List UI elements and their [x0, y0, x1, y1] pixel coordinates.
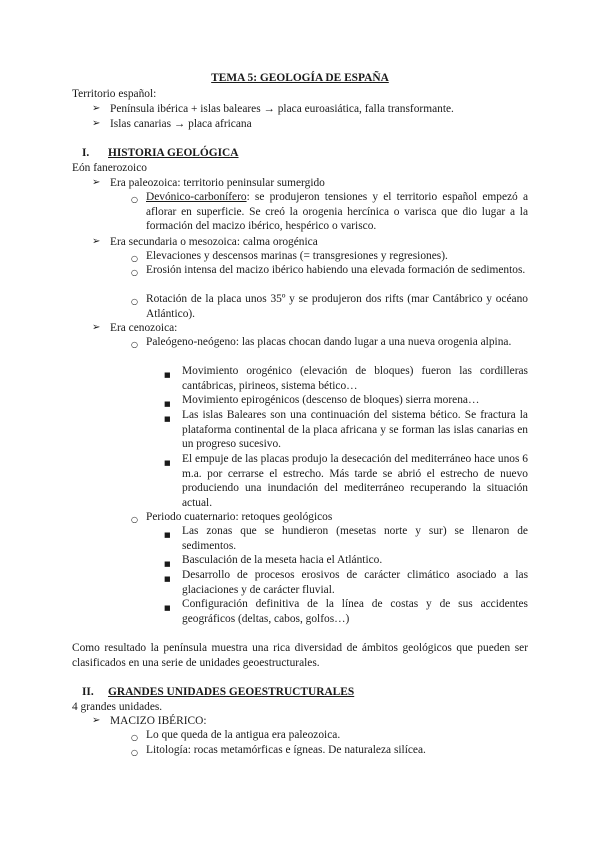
arrow-bullet-icon: ➢: [92, 177, 101, 188]
square-bullet-icon: ■: [164, 371, 171, 379]
square-bullet-icon: ■: [164, 459, 171, 467]
square-bullet-icon: ■: [164, 604, 171, 612]
arrow-bullet-icon: ➢: [92, 236, 101, 247]
territorio-item: Islas canarias → placa africana: [110, 118, 252, 130]
square-bullet-icon: ■: [164, 531, 171, 539]
circle-bullet-icon: ○: [131, 515, 138, 524]
territorio-label: Territorio español:: [72, 88, 157, 100]
section-number: II.: [82, 686, 94, 698]
macizo-item: Litología: rocas metamórficas e ígneas. De naturaleza silícea.: [146, 744, 426, 756]
secundaria-item: Elevaciones y descensos marinas (= transgresiones y regresiones).: [146, 250, 448, 262]
paleogeno-item: Las islas Baleares son una continuación del sistema bético. Se fractura la plataforma continental de la placa africana y se forman las islas canarias en un progreso sucesivo.: [182, 409, 528, 451]
circle-bullet-icon: ○: [131, 254, 138, 263]
page-title: TEMA 5: GEOLOGÍA DE ESPAÑA: [211, 72, 389, 84]
paleogeno-item: Movimiento orogénico (elevación de bloques) fueron las cordilleras cantábricas, pirineos, sistema bético…: [182, 365, 528, 392]
secundaria-item: Rotación de la placa unos 35º y se produjeron dos rifts (mar Cantábrico y océano Atlántico).: [146, 293, 528, 320]
circle-bullet-icon: ○: [131, 195, 138, 204]
section-number: I.: [82, 147, 90, 159]
paleogeno-item: Movimiento epirogénicos (descenso de bloques) sierra morena…: [182, 394, 480, 406]
cuaternario-item: Configuración definitiva de la línea de costas y de sus accidentes geográficos (deltas, cabos, golfos…): [182, 598, 528, 625]
cuaternario-item: Basculación de la meseta hacia el Atlántico.: [182, 554, 383, 566]
square-bullet-icon: ■: [164, 575, 171, 583]
circle-bullet-icon: ○: [131, 297, 138, 306]
paleogeno-item: El empuje de las placas produjo la desecación del mediterráneo hace unos 6 m.a. por cerrarse el estrecho. Más tarde se abrió el estrecho de nuevo produciendo una inundación del mediterráneo recuperando la situación actual.: [182, 453, 528, 509]
cuaternario-item: Las zonas que se hundieron (mesetas norte y sur) se llenaron de sedimentos.: [182, 525, 528, 552]
devonico-paragraph: [146, 190, 528, 234]
circle-bullet-icon: ○: [131, 748, 138, 757]
square-bullet-icon: ■: [164, 415, 171, 423]
circle-bullet-icon: ○: [131, 268, 138, 277]
macizo-label: MACIZO IBÉRICO:: [110, 715, 207, 727]
devonico-text: : se produjeron tensiones y el territorio español empezó a aflorar en superficie. Se creó la orogenia hercínica o varisca que dio lugar a la formación del macizo ibérico, hespérico o varisco.: [146, 191, 528, 233]
paleogeno-paragraph: Paleógeno-neógeno: las placas chocan dando lugar a una nueva orogenia alpina.: [146, 336, 512, 348]
section-title: HISTORIA GEOLÓGICA: [108, 147, 239, 159]
secundaria-item: Erosión intensa del macizo ibérico habiendo una elevada formación de sedimentos.: [146, 264, 526, 276]
circle-bullet-icon: ○: [131, 340, 138, 349]
macizo-item: Lo que queda de la antigua era paleozoica.: [146, 729, 341, 741]
arrow-bullet-icon: ➢: [92, 103, 101, 114]
arrow-bullet-icon: ➢: [92, 118, 101, 129]
era-secundaria: Era secundaria o mesozoica: calma orogénica: [110, 236, 318, 248]
conclusion-paragraph: Como resultado la península muestra una rica diversidad de ámbitos geológicos que pueden ser clasificados en una serie de unidades geoestructurales.: [72, 642, 528, 669]
cuaternario-label: Periodo cuaternario: retoques geológicos: [146, 511, 333, 523]
square-bullet-icon: ■: [164, 400, 171, 408]
unidades-intro: 4 grandes unidades.: [72, 701, 163, 713]
cuaternario-item: Desarrollo de procesos erosivos de carácter climático asociado a las glaciaciones y de carácter fluvial.: [182, 569, 528, 596]
era-paleozoica: Era paleozoica: territorio peninsular sumergido: [110, 177, 325, 189]
circle-bullet-icon: ○: [131, 733, 138, 742]
section-heading-unidades: [82, 685, 354, 700]
devonico-term: Devónico-carbonífero: [146, 191, 247, 203]
arrow-bullet-icon: ➢: [92, 322, 101, 333]
territorio-item: Península ibérica + islas baleares → placa euroasiática, falla transformante.: [110, 103, 454, 115]
section-heading-historia: [82, 146, 239, 161]
section-title: GRANDES UNIDADES GEOESTRUCTURALES: [108, 686, 355, 698]
square-bullet-icon: ■: [164, 560, 171, 568]
arrow-bullet-icon: ➢: [92, 715, 101, 726]
era-cenozoica: Era cenozoica:: [110, 322, 178, 334]
eon-label: Eón fanerozoico: [72, 162, 147, 174]
